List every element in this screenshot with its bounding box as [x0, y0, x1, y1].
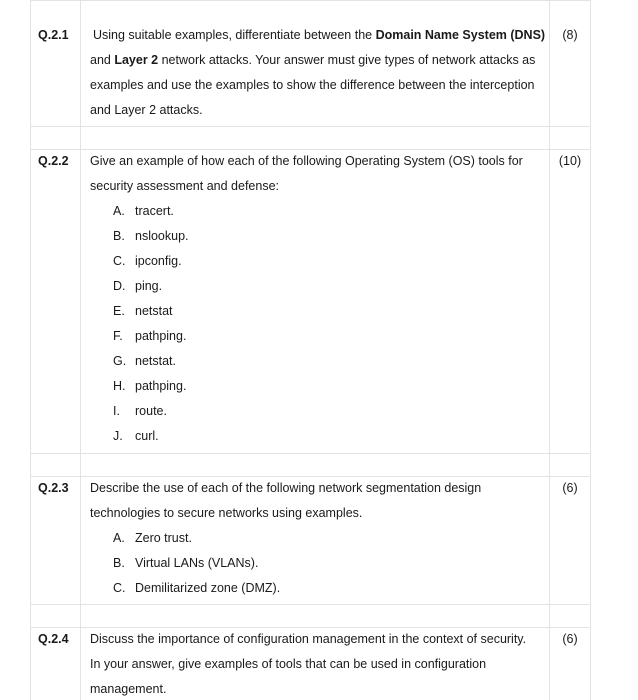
list-item [113, 329, 186, 343]
list-item-letter: C. [113, 581, 126, 595]
question-text-line: security assessment and defense: [90, 179, 279, 193]
question-text: network attacks. Your answer must give types of network attacks as [158, 53, 536, 67]
question-number: Q.2.4 [38, 632, 69, 646]
list-item [113, 429, 159, 443]
list-item [113, 354, 176, 368]
question-text: Using suitable examples, differentiate between the [93, 28, 376, 42]
list-item [113, 531, 192, 545]
list-item [113, 279, 162, 293]
question-text-line [93, 28, 545, 42]
list-item [113, 229, 189, 243]
list-item [113, 204, 174, 218]
list-item-letter: D. [113, 279, 126, 293]
list-item-letter: C. [113, 254, 126, 268]
list-item [113, 581, 280, 595]
list-item-letter: J. [113, 429, 123, 443]
list-item-text: pathping. [135, 329, 187, 343]
question-text-line [90, 53, 535, 67]
list-item-letter: A. [113, 204, 125, 218]
list-item [113, 404, 167, 418]
question-text-line: In your answer, give examples of tools that can be used in configuration [90, 657, 487, 671]
list-item-letter: I. [113, 404, 120, 418]
question-text-line: Give an example of how each of the following Operating System (OS) tools for [90, 154, 523, 168]
list-item-letter: G. [113, 354, 127, 368]
table-border-mid-2 [549, 0, 550, 700]
row-divider [30, 453, 590, 454]
question-number: Q.2.2 [38, 154, 69, 168]
row-divider [30, 476, 590, 477]
list-item-letter: B. [113, 556, 125, 570]
list-item-text: Demilitarized zone (DMZ). [135, 581, 281, 595]
list-item-text: curl. [135, 429, 159, 443]
list-item-text: ipconfig. [135, 254, 182, 268]
table-border-right [590, 0, 591, 700]
question-number: Q.2.3 [38, 481, 69, 495]
list-item-text: tracert. [135, 204, 174, 218]
question-text-bold: Domain Name System (DNS) [375, 28, 546, 42]
list-item-letter: E. [113, 304, 125, 318]
row-divider [30, 126, 590, 127]
list-item-letter: H. [113, 379, 126, 393]
list-item-letter: A. [113, 531, 125, 545]
list-item [113, 304, 173, 318]
list-item-text: netstat. [135, 354, 176, 368]
question-marks: (6) [562, 632, 578, 646]
list-item-text: pathping. [135, 379, 187, 393]
list-item-text: nslookup. [135, 229, 189, 243]
list-item-letter: B. [113, 229, 125, 243]
list-item-text: ping. [135, 279, 163, 293]
question-marks: (6) [562, 481, 578, 495]
question-text: and [90, 53, 115, 67]
list-item [113, 556, 258, 570]
table-border-mid-1 [80, 0, 81, 700]
question-text-bold: Layer 2 [114, 53, 159, 67]
row-divider [30, 149, 590, 150]
question-marks: (10) [558, 154, 582, 168]
question-text-line: and Layer 2 attacks. [90, 103, 203, 117]
table-border-left [30, 0, 31, 700]
list-item [113, 379, 186, 393]
list-item-text: Virtual LANs (VLANs). [135, 556, 259, 570]
question-text-line: examples and use the examples to show the difference between the interception [90, 78, 535, 92]
question-marks: (8) [562, 28, 578, 42]
list-item [113, 254, 182, 268]
list-item-text: route. [135, 404, 167, 418]
row-divider [30, 627, 590, 628]
question-text-line: technologies to secure networks using examples. [90, 506, 363, 520]
question-text-line: Discuss the importance of configuration management in the context of security. [90, 632, 527, 646]
list-item-text: netstat [135, 304, 173, 318]
table-border-top [30, 0, 590, 1]
list-item-letter: F. [113, 329, 123, 343]
row-divider [30, 604, 590, 605]
list-item-text: Zero trust. [135, 531, 192, 545]
question-number: Q.2.1 [38, 28, 69, 42]
question-text-line: Describe the use of each of the following network segmentation design [90, 481, 482, 495]
question-text-line: management. [90, 682, 167, 696]
